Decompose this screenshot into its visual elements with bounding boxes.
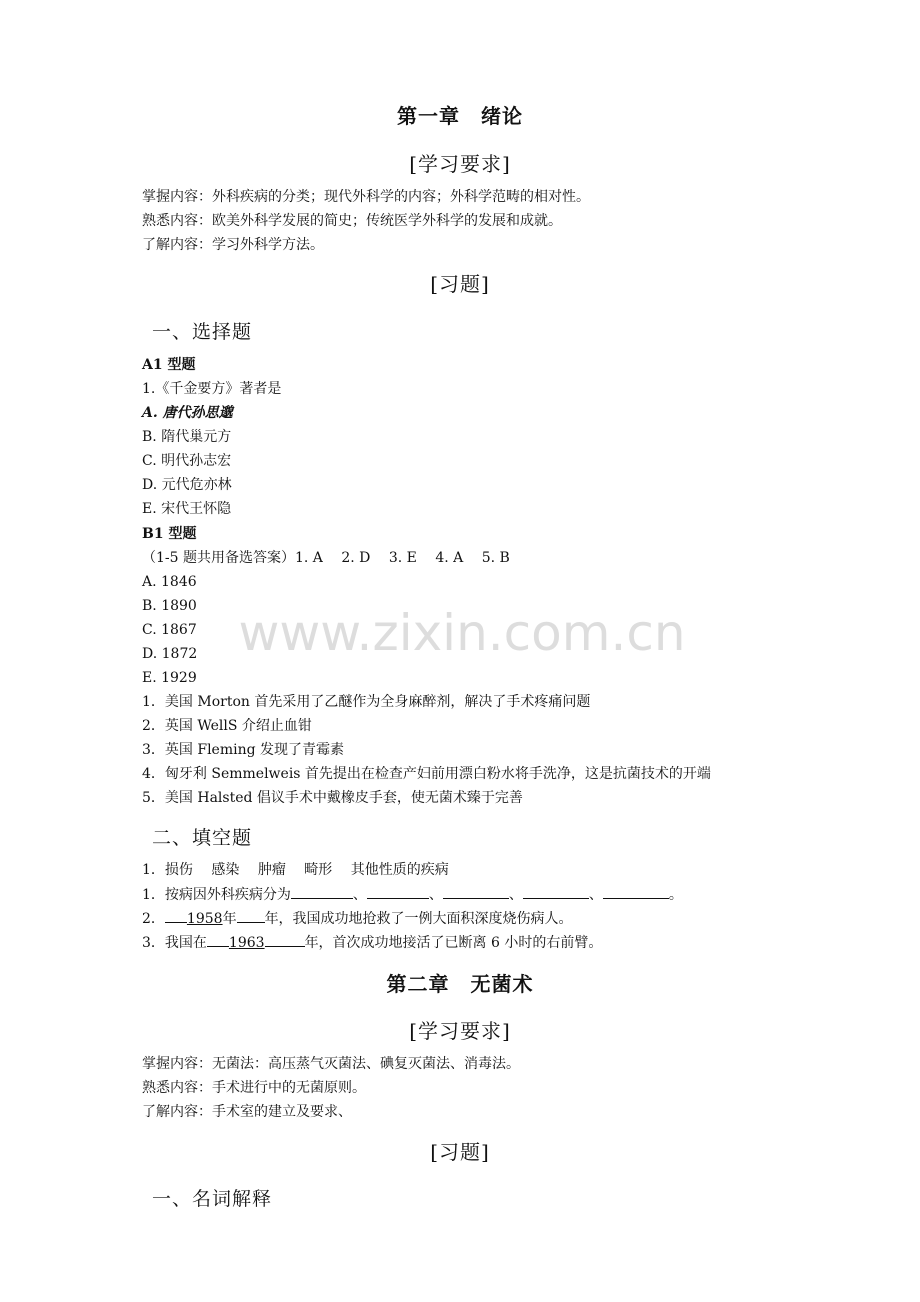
fill-blank [207, 932, 229, 947]
b1-question-1: 1．美国 Morton 首先采用了乙醚作为全身麻醉剂，解决了手术疼痛问题 [142, 694, 591, 710]
fill-blank [291, 884, 353, 899]
fill-q2-mid: 年 [222, 911, 237, 927]
fill-q3-answer: 1963 [228, 935, 265, 951]
b1-question-4: 4．匈牙利 Semmelweis 首先提出在检查产妇前用漂白粉水将手洗净，这是抗菌技术的开端 [142, 766, 711, 782]
ch2-requirements-heading: [学习要求] [409, 1019, 511, 1043]
b1-question-5: 5．美国 Halsted 倡议手术中戴橡皮手套，使无菌术臻于完善 [142, 790, 523, 806]
fill-blank [265, 932, 305, 947]
a1-option-b: B. 隋代巢元方 [142, 429, 232, 445]
fill-answer-3: 肿瘤 [257, 862, 286, 878]
b1-option-e: E. 1929 [142, 670, 197, 686]
a1-label: A1 型题 [142, 357, 196, 373]
ch1-requirements-heading: [学习要求] [409, 152, 511, 176]
separator: 、 [508, 887, 523, 903]
chapter-1-title: 第一章 绪论 [397, 104, 523, 128]
a1-question: 1.《千金要方》著者是 [142, 381, 282, 397]
a1-option-e: E. 宋代王怀隐 [142, 501, 232, 517]
fill-answer-1: 1．损伤 [142, 862, 193, 878]
fill-q2-answer: 1958 [186, 911, 223, 927]
b1-question-3: 3．英国 Fleming 发现了青霉素 [142, 742, 345, 758]
separator: 、 [428, 887, 443, 903]
ch1-req-master: 掌握内容：外科疾病的分类；现代外科学的内容；外科学范畴的相对性。 [142, 189, 590, 205]
fill-blank [523, 884, 589, 899]
fill-q1-text: 1．按病因外科疾病分为 [142, 887, 291, 903]
watermark: www.zixin.com.cn [238, 604, 686, 662]
ch1-exercises-heading: [习题] [430, 272, 490, 296]
fill-blank [443, 884, 509, 899]
fill-blank [165, 908, 187, 923]
ch2-exercises-heading: [习题] [430, 1140, 490, 1164]
separator: 、 [352, 887, 367, 903]
fill-section-heading: 二、填空题 [152, 827, 253, 849]
b1-option-d: D. 1872 [142, 646, 198, 662]
a1-option-d: D. 元代危亦林 [142, 477, 232, 493]
term-section-heading: 一、名词解释 [152, 1188, 273, 1210]
fill-answer-5: 其他性质的疾病 [350, 862, 449, 878]
period: 。 [668, 887, 683, 903]
fill-blank [237, 908, 265, 923]
ch2-req-master: 掌握内容：无菌法：高压蒸气灭菌法、碘复灭菌法、消毒法。 [142, 1056, 520, 1072]
fill-q2-number: 2． [142, 911, 165, 927]
b1-label: B1 型题 [142, 526, 197, 542]
ch2-req-familiar: 熟悉内容：手术进行中的无菌原则。 [142, 1080, 366, 1096]
ch2-req-understand: 了解内容：手术室的建立及要求、 [142, 1104, 352, 1120]
fill-q3-text-end: 年，首次成功地接活了已断离 6 小时的右前臂。 [304, 935, 603, 951]
a1-option-a-answer: A. 唐代孙思邈 [142, 405, 233, 421]
fill-blank [367, 884, 429, 899]
fill-blank [603, 884, 669, 899]
fill-q3-text: 3．我国在 [142, 935, 207, 951]
ch1-req-familiar: 熟悉内容：欧美外科学发展的简史；传统医学外科学的发展和成就。 [142, 213, 562, 229]
b1-option-b: B. 1890 [142, 598, 197, 614]
chapter-2-title: 第二章 无菌术 [386, 972, 534, 996]
fill-answer-4: 畸形 [304, 862, 333, 878]
fill-answer-2: 感染 [211, 862, 240, 878]
separator: 、 [588, 887, 603, 903]
b1-question-2: 2．英国 WellS 介绍止血钳 [142, 718, 312, 734]
b1-intro: （1-5 题共用备选答案）1. A 2. D 3. E 4. A 5. B [142, 550, 510, 566]
fill-question-1 [142, 884, 683, 904]
fill-q2-text: 年，我国成功地抢救了一例大面积深度烧伤病人。 [264, 911, 573, 927]
choice-section-heading: 一、选择题 [152, 321, 253, 343]
fill-answer-line [142, 860, 449, 880]
b1-option-a: A. 1846 [142, 574, 197, 590]
fill-question-3 [142, 932, 602, 952]
fill-question-2 [142, 908, 573, 928]
a1-option-c: C. 明代孙志宏 [142, 453, 232, 469]
ch1-req-understand: 了解内容：学习外科学方法。 [142, 237, 324, 253]
b1-option-c: C. 1867 [142, 622, 197, 638]
